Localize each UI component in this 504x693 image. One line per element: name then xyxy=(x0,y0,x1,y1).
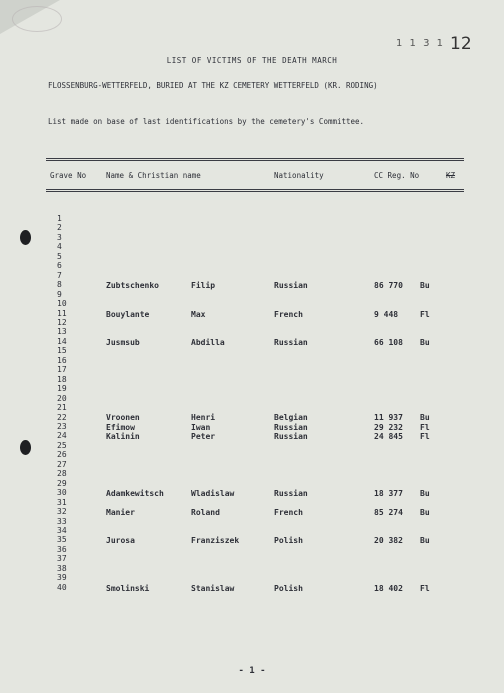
entry-nationality: Russian xyxy=(274,432,308,442)
page-footer: - 1 - xyxy=(238,666,266,676)
entry-first-name: Peter xyxy=(191,432,216,442)
grave-number: 7 xyxy=(57,270,62,280)
entry-surname: Bouylante xyxy=(106,309,150,319)
table-header-rule-2 xyxy=(46,191,464,192)
column-header-cc-reg-no: CC Reg. No xyxy=(374,171,420,180)
grave-number: 34 xyxy=(57,525,67,535)
grave-number: 11 xyxy=(57,308,67,318)
grave-number: 3 xyxy=(57,232,62,242)
entry-kz: Fl xyxy=(420,422,430,432)
entry-kz: Bu xyxy=(420,507,430,517)
document-note: List made on base of last identifications by the cemetery's Committee. xyxy=(48,117,365,126)
grave-number: 27 xyxy=(57,459,67,469)
entry-cc-reg-no: 66 108 xyxy=(374,337,403,347)
entry-nationality: Polish xyxy=(274,583,303,593)
column-header-name: Name & Christian name xyxy=(106,171,201,180)
entry-kz: Bu xyxy=(420,337,430,347)
entry-nationality: Polish xyxy=(274,536,303,546)
punch-hole-top xyxy=(20,230,31,245)
entry-surname: Jurosa xyxy=(106,536,135,546)
entry-first-name: Wladislaw xyxy=(191,489,235,499)
table-header-rule xyxy=(46,189,464,190)
grave-number: 9 xyxy=(57,289,62,299)
grave-number: 13 xyxy=(57,327,67,337)
entry-kz: Bu xyxy=(420,281,430,291)
grave-number: 12 xyxy=(57,317,67,327)
grave-number: 40 xyxy=(57,582,67,592)
entry-first-name: Filip xyxy=(191,281,216,291)
entry-first-name: Henri xyxy=(191,413,216,423)
table-top-rule-2 xyxy=(46,160,464,161)
grave-number: 31 xyxy=(57,497,67,507)
entry-cc-reg-no: 24 845 xyxy=(374,432,403,442)
entry-nationality: French xyxy=(274,309,303,319)
grave-number: 20 xyxy=(57,393,67,403)
entry-cc-reg-no: 29 232 xyxy=(374,422,403,432)
grave-number: 29 xyxy=(57,478,67,488)
page-number: 12 xyxy=(450,34,472,54)
entry-cc-reg-no: 18 377 xyxy=(374,489,403,499)
entry-kz: Bu xyxy=(420,413,430,423)
entry-first-name: Max xyxy=(191,309,206,319)
punch-hole-bottom xyxy=(20,440,31,455)
entry-cc-reg-no: 86 770 xyxy=(374,281,403,291)
entry-nationality: Russian xyxy=(274,337,308,347)
grave-number: 28 xyxy=(57,469,67,479)
document-subtitle: FLOSSENBURG-WETTERFELD, BURIED AT THE KZ CEMETERY WETTERFELD (KR. RODING) xyxy=(48,81,378,90)
entry-cc-reg-no: 9 448 xyxy=(374,309,399,319)
column-header-kz: KZ xyxy=(446,171,456,180)
entry-first-name: Stanislaw xyxy=(191,583,235,593)
entry-cc-reg-no: 11 937 xyxy=(374,413,403,423)
table-top-rule xyxy=(46,158,464,159)
entry-nationality: Russian xyxy=(274,281,308,291)
grave-number: 16 xyxy=(57,355,67,365)
entry-kz: Fl xyxy=(420,583,430,593)
entry-surname: Vroonen xyxy=(106,413,140,423)
grave-number: 30 xyxy=(57,488,67,498)
entry-surname: Adamkewitsch xyxy=(106,489,164,499)
faded-stamp xyxy=(12,6,62,32)
entry-first-name: Abdilla xyxy=(191,337,225,347)
entry-nationality: French xyxy=(274,507,303,517)
grave-number: 2 xyxy=(57,223,62,233)
grave-number: 38 xyxy=(57,563,67,573)
entry-nationality: Russian xyxy=(274,489,308,499)
document-title: LIST OF VICTIMS OF THE DEATH MARCH xyxy=(166,56,338,65)
entry-surname: Zubtschenko xyxy=(106,281,159,291)
entry-kz: Fl xyxy=(420,309,430,319)
grave-number: 15 xyxy=(57,346,67,356)
grave-number: 22 xyxy=(57,412,67,422)
grave-number: 33 xyxy=(57,516,67,526)
entry-surname: Efimow xyxy=(106,422,135,432)
entry-first-name: Iwan xyxy=(191,422,211,432)
column-header-grave-no: Grave No xyxy=(50,171,87,180)
grave-number: 25 xyxy=(57,440,67,450)
entry-surname: Kalinin xyxy=(106,432,140,442)
entry-cc-reg-no: 85 274 xyxy=(374,507,403,517)
grave-number: 17 xyxy=(57,365,67,375)
entry-nationality: Belgian xyxy=(274,413,308,423)
grave-number: 36 xyxy=(57,544,67,554)
grave-number: 4 xyxy=(57,242,62,252)
entry-cc-reg-no: 20 382 xyxy=(374,536,403,546)
entry-kz: Bu xyxy=(420,536,430,546)
grave-number: 8 xyxy=(57,280,62,290)
grave-number: 10 xyxy=(57,299,67,309)
grave-number: 24 xyxy=(57,431,67,441)
archive-stamp-number: 1 1 3 1 xyxy=(396,38,445,49)
entry-kz: Fl xyxy=(420,432,430,442)
grave-number: 26 xyxy=(57,450,67,460)
entry-nationality: Russian xyxy=(274,422,308,432)
grave-number: 14 xyxy=(57,336,67,346)
grave-number: 5 xyxy=(57,251,62,261)
grave-number: 23 xyxy=(57,421,67,431)
grave-number: 35 xyxy=(57,535,67,545)
grave-number: 37 xyxy=(57,554,67,564)
entry-first-name: Franziszek xyxy=(191,536,240,546)
grave-number: 39 xyxy=(57,573,67,583)
entry-surname: Jusmsub xyxy=(106,337,140,347)
grave-number: 32 xyxy=(57,507,67,517)
column-header-nationality: Nationality xyxy=(274,171,324,180)
entry-surname: Smolinski xyxy=(106,583,150,593)
entry-surname: Manier xyxy=(106,507,135,517)
grave-number-column xyxy=(57,214,71,592)
entry-first-name: Roland xyxy=(191,507,220,517)
entry-kz: Bu xyxy=(420,489,430,499)
grave-number: 19 xyxy=(57,384,67,394)
grave-number: 1 xyxy=(57,214,62,223)
grave-number: 18 xyxy=(57,374,67,384)
entry-cc-reg-no: 18 402 xyxy=(374,583,403,593)
grave-number: 21 xyxy=(57,403,67,413)
grave-number: 6 xyxy=(57,261,62,271)
